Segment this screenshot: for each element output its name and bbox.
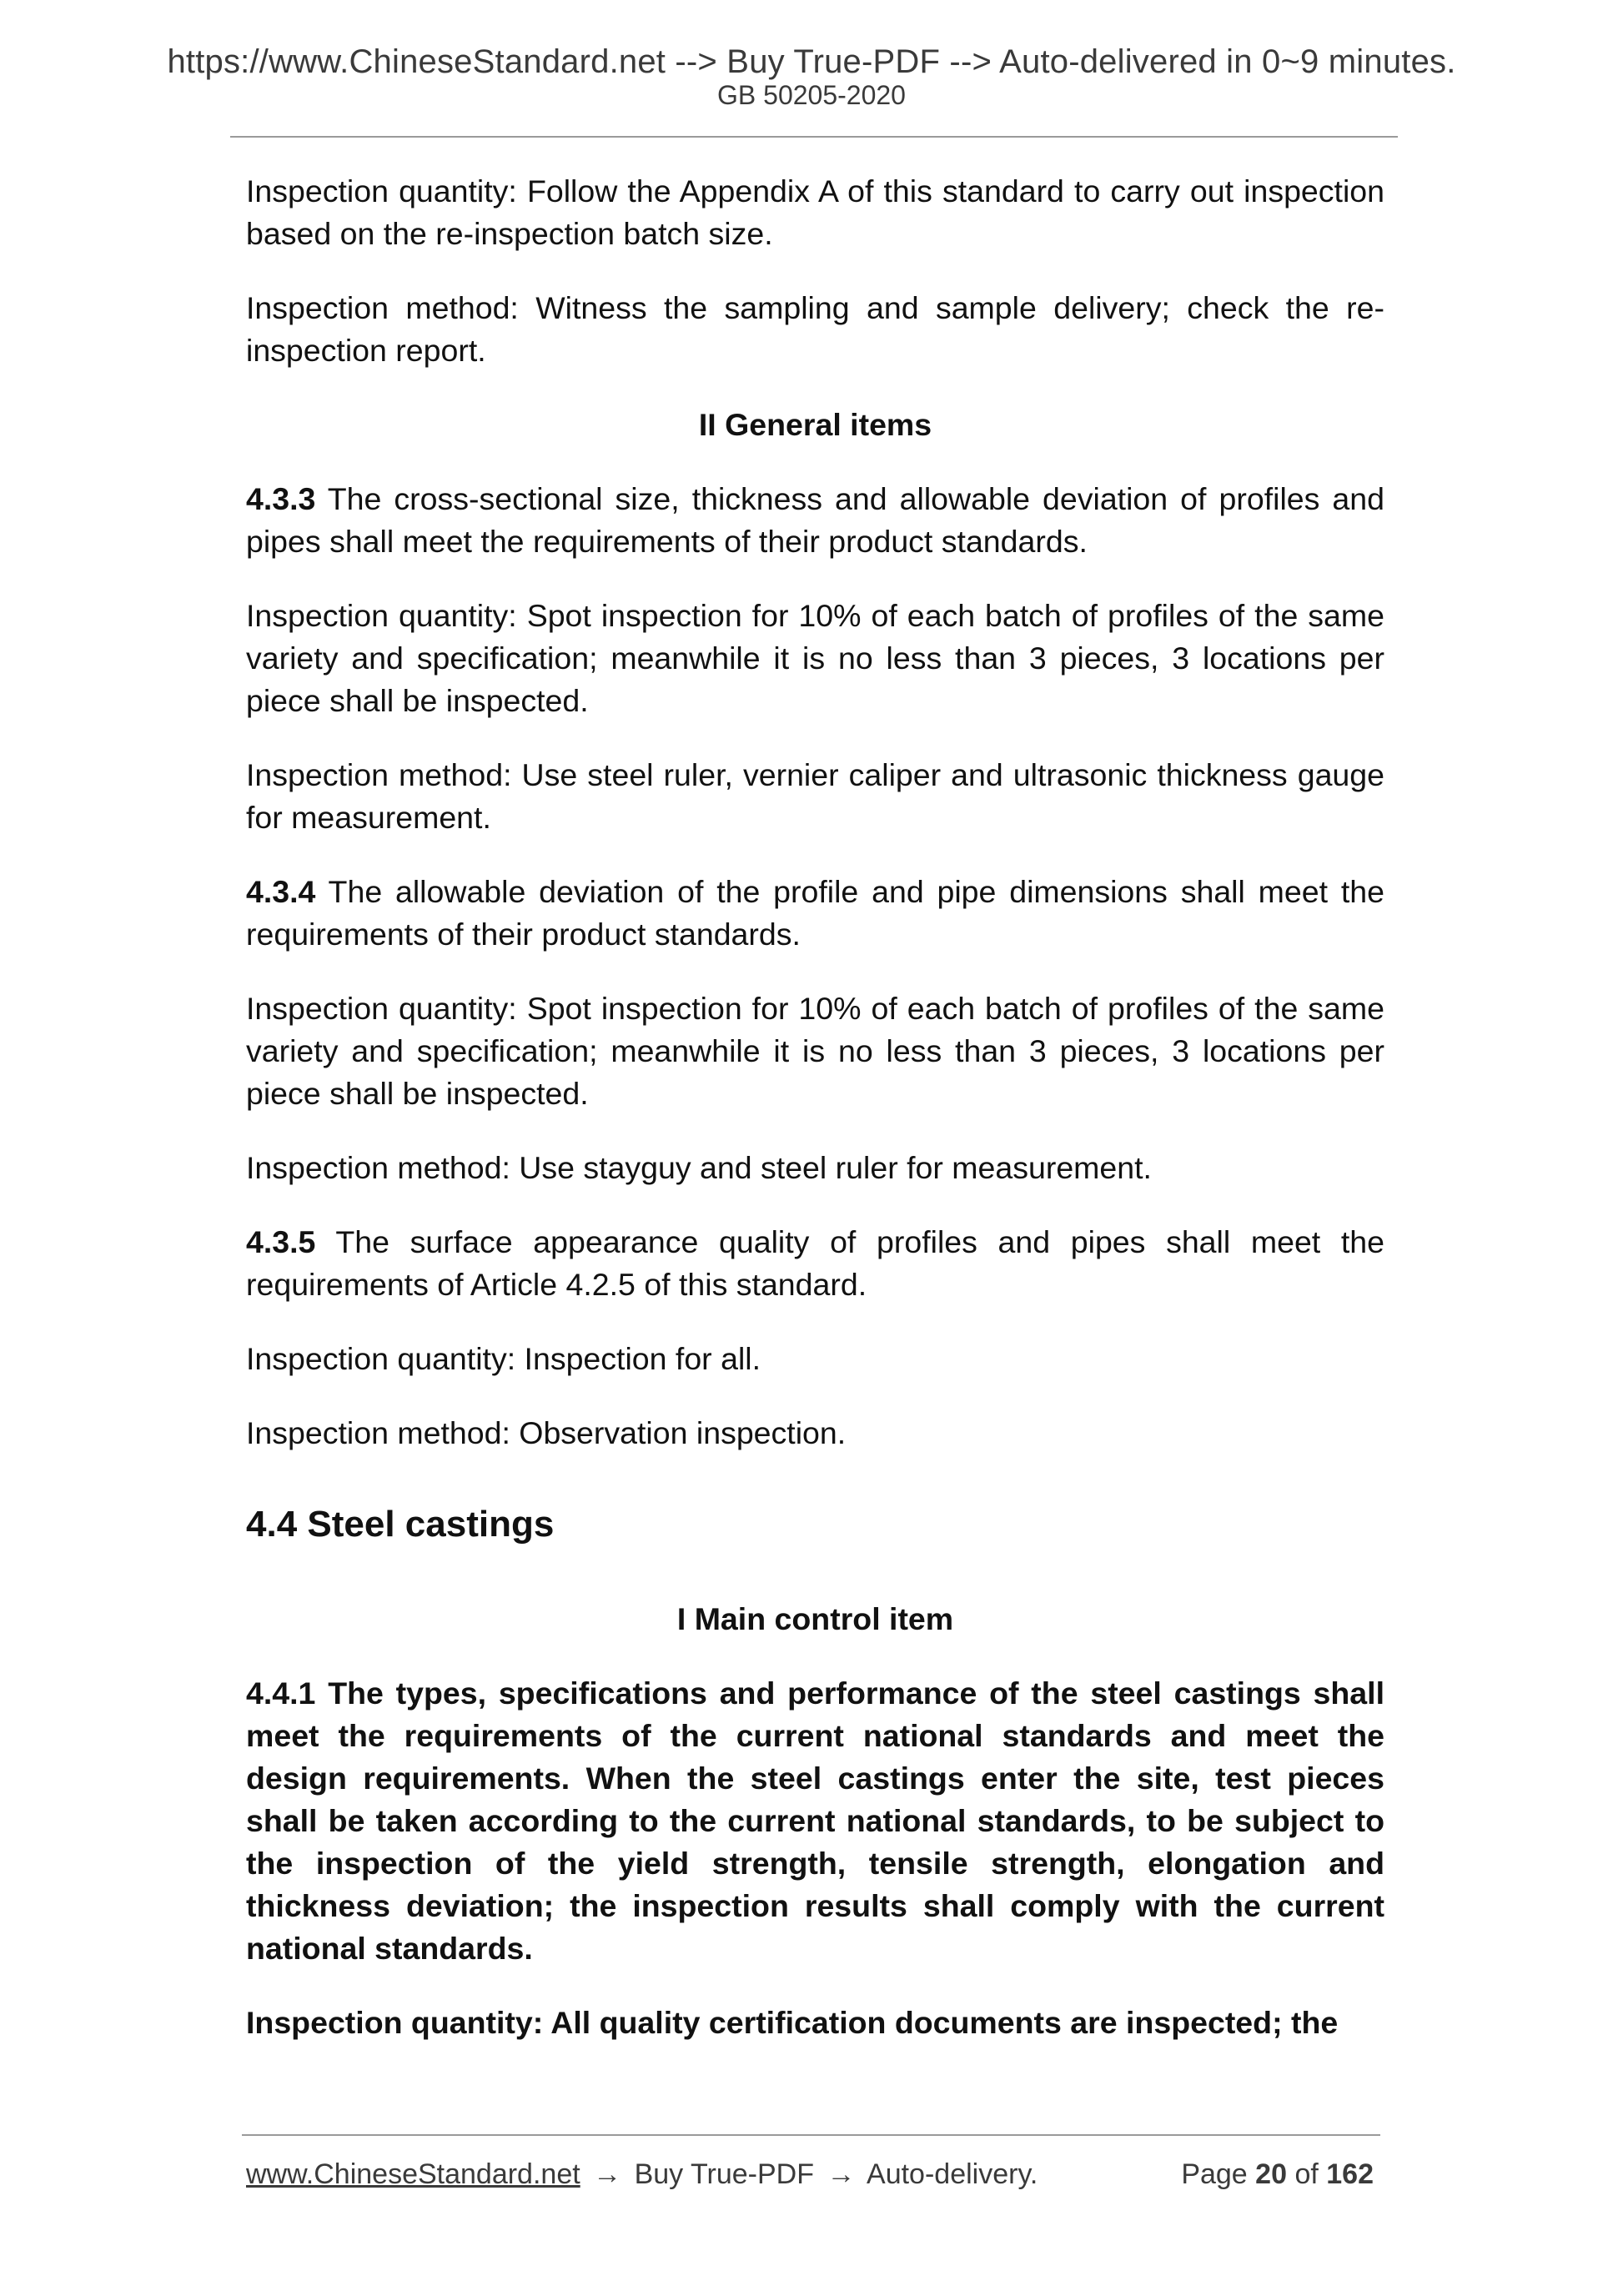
footer-divider [242, 2134, 1380, 2136]
page-label: Page [1181, 2158, 1248, 2190]
clause-4-3-4 [246, 871, 1384, 956]
standard-code: GB 50205-2020 [717, 80, 906, 110]
clause-text: The allowable deviation of the profile and pipe dimensions shall meet the requirements of their product standards. [246, 874, 1384, 952]
paragraph-inspection-quantity: Inspection quantity: Follow the Appendix A of this standard to carry out inspection based on the re-inspection batch size. [246, 173, 1384, 251]
clause-4-3-4-quantity: Inspection quantity: Spot inspection for 10% of each batch of profiles of the same variety and specification; meanwhile it is no less than 3 pieces, 3 locations per piece shall be inspected. [246, 991, 1384, 1111]
footer-buy-text: Buy True-PDF [634, 2158, 814, 2190]
arrow-right-icon: → [593, 2158, 622, 2190]
general-items-heading: II General items [698, 407, 932, 442]
clause-number: 4.3.4 [246, 874, 316, 909]
clause-number: 4.3.5 [246, 1224, 316, 1259]
clause-4-3-5 [246, 1221, 1384, 1306]
source-url-banner: https://www.ChineseStandard.net --> Buy True-PDF --> Auto-delivered in 0~9 minutes. [167, 43, 1456, 80]
page-counter [1181, 2158, 1374, 2191]
clause-text: The surface appearance quality of profiles and pipes shall meet the requirements of Article 4.2.5 of this standard. [246, 1224, 1384, 1302]
page-footer [246, 2158, 1374, 2191]
page-number: 20 [1255, 2158, 1287, 2190]
clause-text: The cross-sectional size, thickness and allowable deviation of profiles and pipes shall meet the requirements of their product standards. [246, 481, 1384, 559]
clause-4-3-3 [246, 478, 1384, 563]
document-body [246, 170, 1384, 2076]
paragraph-inspection-method: Inspection method: Witness the sampling and sample delivery; check the re-inspection report. [246, 290, 1384, 368]
clause-4-4-1-quantity: Inspection quantity: All quality certification documents are inspected; the [246, 2005, 1339, 2040]
footer-delivery-text: Auto-delivery. [867, 2158, 1038, 2190]
of-label: of [1294, 2158, 1319, 2190]
main-control-heading: I Main control item [676, 1601, 954, 1636]
clause-4-3-3-quantity: Inspection quantity: Spot inspection for 10% of each batch of profiles of the same variety and specification; meanwhile it is no less than 3 pieces, 3 locations per piece shall be inspected. [246, 598, 1384, 718]
clause-4-4-1: 4.4.1 The types, specifications and performance of the steel castings shall meet the requirements of the current national standards and meet the design requirements. When the steel castings enter the site, test pieces shall be taken according to the current national standards, to be subject to the inspection of the yield strength, tensile strength, elongation and thickness deviation; the inspection results shall comply with the current national standards. [246, 1676, 1384, 1966]
clause-4-3-4-method: Inspection method: Use stayguy and steel ruler for measurement. [246, 1150, 1152, 1185]
header-divider [230, 136, 1398, 138]
footer-site-link[interactable]: www.ChineseStandard.net [246, 2158, 580, 2190]
clause-number: 4.3.3 [246, 481, 316, 516]
section-4-4-title: 4.4 Steel castings [246, 1504, 555, 1545]
arrow-right-icon: → [827, 2158, 856, 2190]
clause-4-3-3-method: Inspection method: Use steel ruler, vernier caliper and ultrasonic thickness gauge for measurement. [246, 757, 1384, 835]
clause-4-3-5-quantity: Inspection quantity: Inspection for all. [246, 1341, 761, 1376]
page-total: 162 [1326, 2158, 1374, 2190]
clause-4-3-5-method: Inspection method: Observation inspection. [246, 1415, 847, 1450]
